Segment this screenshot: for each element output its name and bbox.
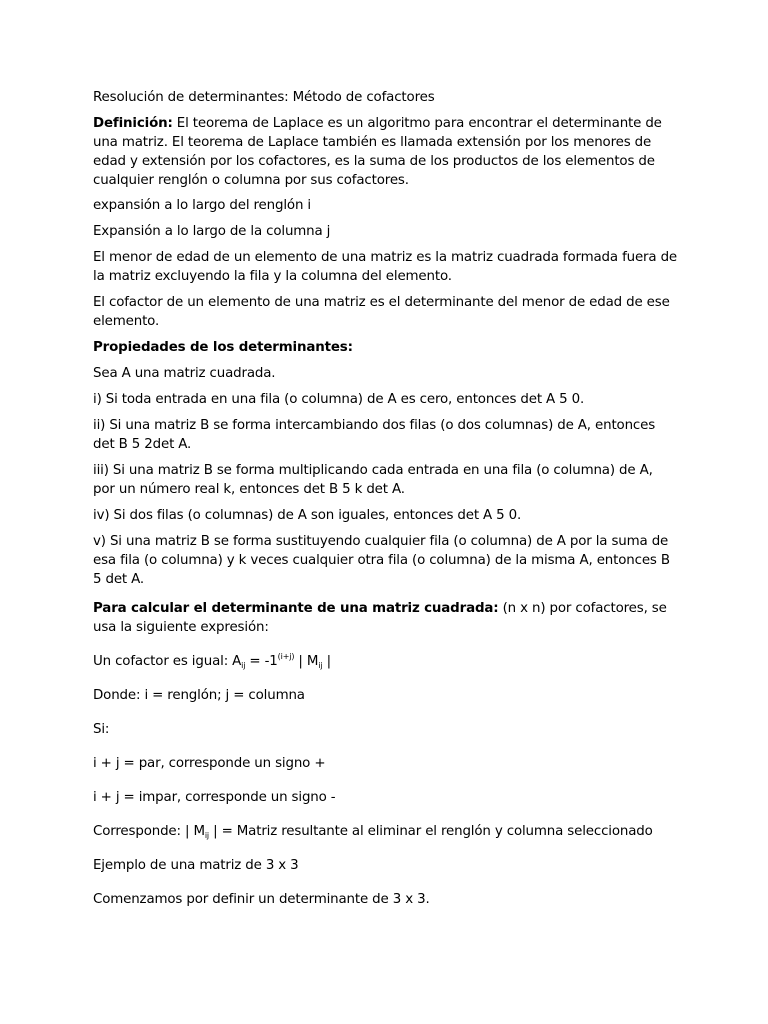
corresponde-rest: | = Matriz resultante al eliminar el renglón y columna seleccionado xyxy=(209,824,653,839)
donde-text: Donde: i = renglón; j = columna xyxy=(93,688,305,703)
property-v: v) Si una matriz B se forma sustituyendo cualquier fila (o columna) de A por la suma de esa fila (o columna) y k veces cualquier otra fila (o columna) de la misma A, entonces B 5 det A. xyxy=(93,534,670,587)
definition-text: El teorema de Laplace es un algoritmo para encontrar el determinante de una matriz. El teorema de Laplace también es llamada extensión por los menores de edad y extensión por los cofactores, es la suma de los productos de los elementos de cualquier renglón o columna por sus cofactores. xyxy=(93,116,662,188)
odd-sign-rule: i + j = impar, corresponde un signo - xyxy=(93,790,336,805)
cofactor-formula-minor-close: | xyxy=(322,654,331,669)
si-text: Si: xyxy=(93,722,110,737)
calculation-label: Para calcular el determinante de una matriz cuadrada: xyxy=(93,601,499,616)
expansion-row-text: expansión a lo largo del renglón i xyxy=(93,198,311,213)
doc-title: Resolución de determinantes: Método de cofactores xyxy=(93,90,435,105)
definition-label: Definición: xyxy=(93,116,173,131)
cofactor-formula-exponent: (i+j) xyxy=(277,652,295,661)
cofactor-formula-subscript: ij xyxy=(241,661,246,670)
property-iv: iv) Si dos filas (o columnas) de A son iguales, entonces det A 5 0. xyxy=(93,508,522,523)
calculation-text: (n x n) por cofactores, se usa la siguiente expresión: xyxy=(93,601,667,635)
corresponde-text xyxy=(93,822,678,841)
property-iii: iii) Si una matriz B se forma multiplicando cada entrada en una fila (o columna) de A, por un número real k, entonces det B 5 k det A. xyxy=(93,463,653,497)
expansion-column-text: Expansión a lo largo de la columna j xyxy=(93,224,331,239)
corresponde-prefix: Corresponde: | M xyxy=(93,824,205,839)
definition-paragraph xyxy=(93,114,678,190)
square-matrix-statement: Sea A una matriz cuadrada. xyxy=(93,366,276,381)
property-ii: ii) Si una matriz B se forma intercambiando dos filas (o dos columnas) de A, entonces det B 5 2det A. xyxy=(93,418,656,452)
property-i: i) Si toda entrada en una fila (o columna) de A es cero, entonces det A 5 0. xyxy=(93,392,585,407)
even-sign-rule: i + j = par, corresponde un signo + xyxy=(93,756,326,771)
cofactor-formula-prefix: Un cofactor es igual: A xyxy=(93,654,242,669)
begin-definition-text: Comenzamos por definir un determinante de 3 x 3. xyxy=(93,892,430,907)
cofactor-formula-minor-open: | M xyxy=(294,654,319,669)
calculation-paragraph xyxy=(93,599,678,637)
cofactor-definition-paragraph: El cofactor de un elemento de una matriz es el determinante del menor de edad de ese elemento. xyxy=(93,295,670,329)
cofactor-formula-middle: = -1 xyxy=(245,654,278,669)
corresponde-subscript: ij xyxy=(204,831,210,840)
properties-heading: Propiedades de los determinantes: xyxy=(93,340,353,355)
cofactor-formula-minor-subscript: ij xyxy=(318,661,323,670)
example-heading: Ejemplo de una matriz de 3 x 3 xyxy=(93,858,299,873)
minor-definition-paragraph: El menor de edad de un elemento de una matriz es la matriz cuadrada formada fuera de la matriz excluyendo la fila y la columna del elemento. xyxy=(93,250,678,284)
cofactor-formula xyxy=(93,652,678,671)
